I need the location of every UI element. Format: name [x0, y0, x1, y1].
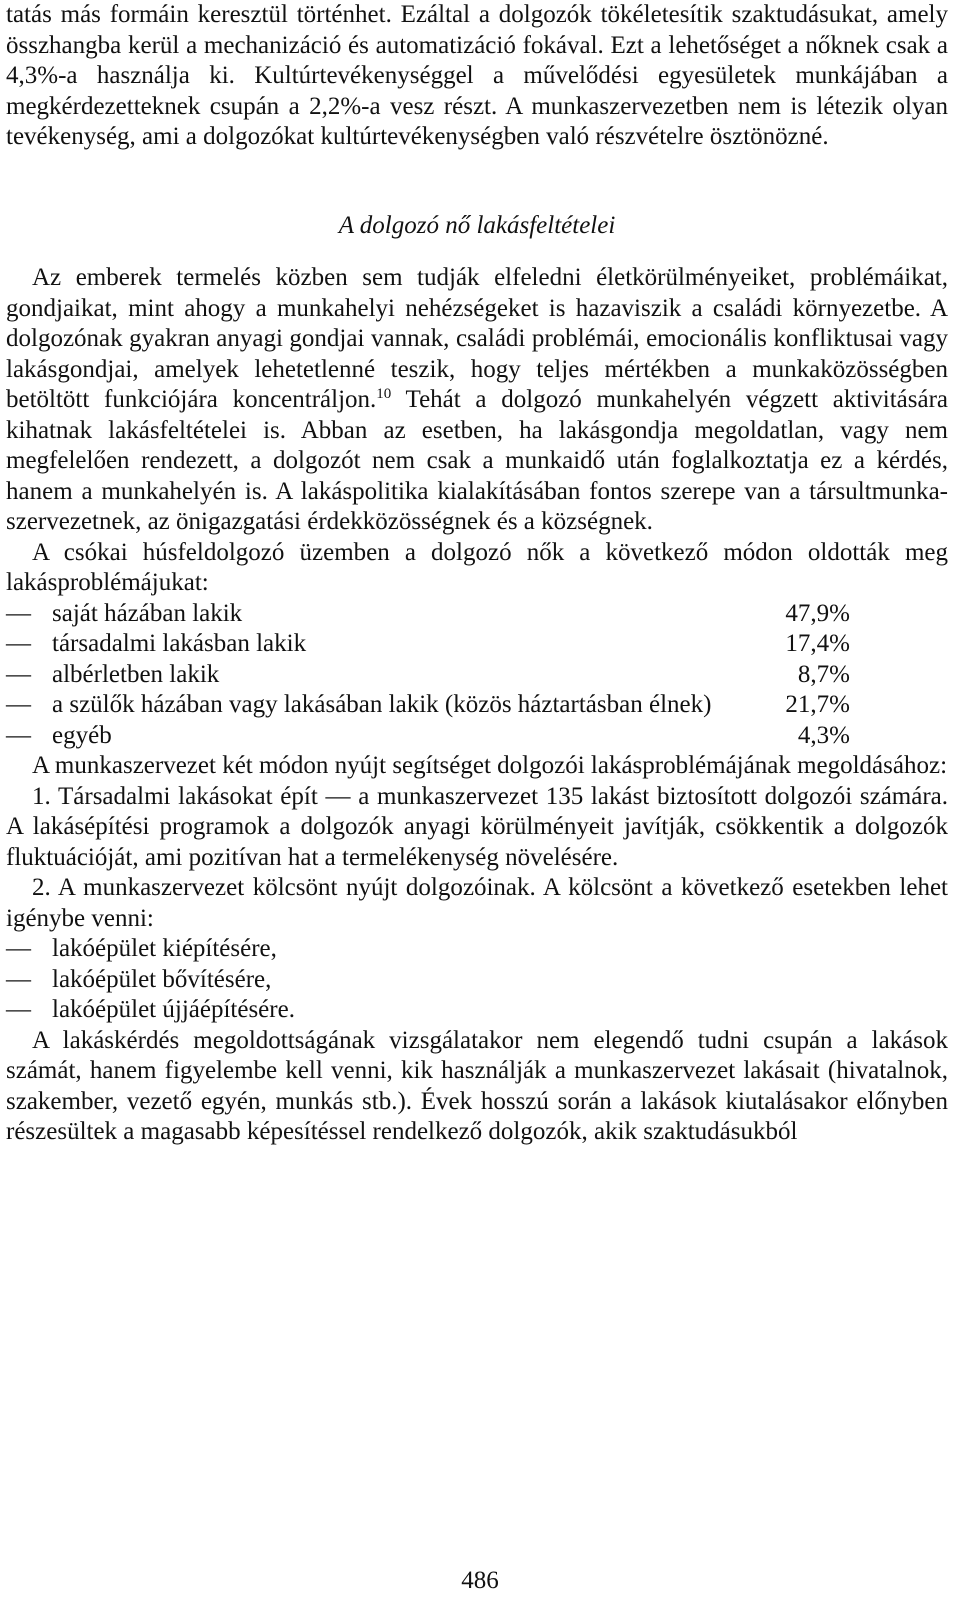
stat-label: egyéb [52, 721, 112, 749]
list-item-text: lakóépület bővítésére, [52, 965, 272, 993]
dash: — [6, 599, 31, 627]
stat-row [6, 690, 948, 721]
loan-uses-list [6, 934, 948, 1026]
dash: — [6, 996, 31, 1023]
stat-value: 21,7% [785, 691, 850, 718]
closing-paragraph: A lakáskérdés megoldottságának vizsgálatakor nem elegendő tudni csupán a lakások számát, hanem figyelembe kell venni, kik használják a munkaszervezet lakásait (hivatalnok, szakember, vezető egyén, munkás stb.). Évek hosszú során a lakások kiutalásakor előnyben részesültek a magasabb képesítéssel rendelkező dolgozók, akik szaktudásukból [6, 1026, 948, 1145]
assistance-item-2: 2. A munkaszervezet kölcsönt nyújt dolgozóinak. A kölcsönt a következő esetekben lehet igénybe venni: [6, 874, 948, 932]
assistance-item-1: 1. Társadalmi lakásokat épít — a munkaszervezet 135 lakást biztosított dolgozói számára. A lakásépítési programok a dolgozók anyagi körülményeit javítják, csökkentik a dolgozók fluktuációját, ami pozitívan hat a termelékenység növelésére. [6, 782, 948, 871]
paragraph-text-before-footnote: Az emberek termelés közben sem tudják elfeledni életkörülményeiket, problémáikat, gondjaikat, mint ahogy a munkahelyi nehézségeket is hazaviszik a családi környezetbe. A dolgozónak gyakran anyagi gondjai vannak, családi problémái, emocionális konfliktusai vagy lakásgondjai, amelyek lehetetlenné teszik, hogy teljes mértékben a munkaközösségben betöltött funkciójára koncentráljon. [6, 264, 948, 413]
list-item-text: lakóépület újjáépítésére. [52, 996, 295, 1023]
stat-label: társadalmi lakásban lakik [52, 630, 307, 657]
stat-value: 8,7% [797, 660, 850, 688]
stat-value: 4,3% [797, 721, 850, 749]
assistance-intro: A munkaszervezet két módon nyújt segítséget dolgozói lakásproblémájának megoldásához: [32, 752, 948, 779]
stat-value: 47,9% [785, 599, 850, 627]
dash: — [6, 691, 31, 718]
dash: — [6, 660, 31, 688]
footnote-reference: 10 [376, 386, 392, 402]
page-number: 486 [461, 1567, 499, 1594]
intro-paragraph: tatás más formáin keresztül történhet. Ezáltal a dolgozók tökéletesítik szaktudásukat, amely összhangba kerül a mechanizáció és automatizáció fokával. Ezt a lehetőséget a nőknek csak a 4,3%-a használja ki. Kultúrtevékenységgel a művelődési egyesületek munkájában a megkérdezetteknek csupán a 2,2%-a vesz részt. A munkaszervezetben nem is létezik olyan tevékenység, ami a dolgozókat kultúrtevékenységben való részvételre ösztönözné. [6, 1, 948, 150]
dash: — [6, 965, 31, 993]
housing-stats-list [6, 599, 948, 752]
dash: — [6, 630, 31, 657]
stat-label: a szülők házában vagy lakásában lakik (közös háztartásban élnek) [52, 691, 712, 718]
list-item [6, 965, 948, 996]
stat-value: 17,4% [785, 630, 850, 657]
survey-intro: A csókai húsfeldolgozó üzemben a dolgozó nők a következő módon oldották meg lakásproblémájukat: [6, 538, 948, 596]
section-paragraph [6, 263, 948, 538]
stat-row [6, 660, 948, 691]
list-item-text: lakóépület kiépítésére, [52, 935, 277, 962]
stat-label: albérletben lakik [52, 660, 220, 688]
stat-row [6, 599, 948, 630]
section-heading: A dolgozó nő lakásfeltételei [338, 211, 616, 239]
stat-label: saját házában lakik [52, 599, 243, 627]
dash: — [6, 721, 31, 749]
list-item [6, 995, 948, 1026]
paragraph-text-after-footnote: Tehát a dolgozó munkahelyén végzett aktivitására kihatnak lakásfeltételei is. Abban az esetben, ha lakásgondja megoldatlan, vagy nem megfelelően rendezett, a dolgozót nem csak a munkaidő után foglalkoztatja ez a kérdés, hanem a munkahelyén is. A lakáspolitika kialakításában fontos szerepe van a társultmunka-szervezetnek, az önigazgatási érdekközösségnek és a községnek. [6, 386, 949, 535]
page-body [6, 0, 948, 1148]
stat-row [6, 629, 948, 660]
dash: — [6, 935, 31, 962]
list-item [6, 934, 948, 965]
stat-row [6, 721, 948, 752]
